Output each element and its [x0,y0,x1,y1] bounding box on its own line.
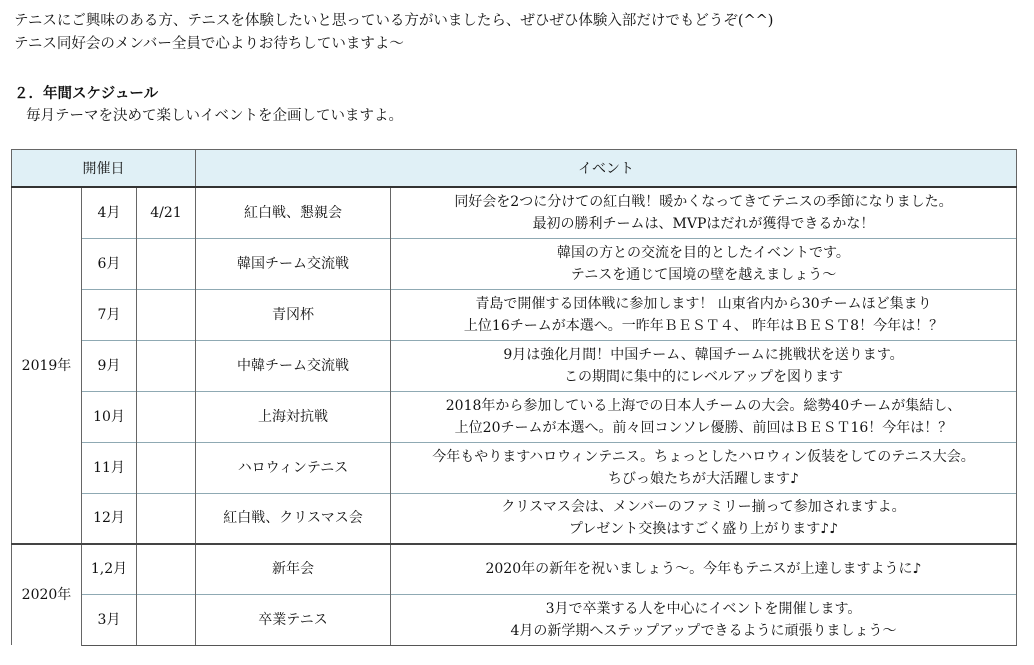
description-line: ちびっ娘たちが大活躍します♪ [608,470,799,487]
event-name-cell: 中韓チーム交流戦 [196,340,391,391]
month-cell: 3月 [82,594,137,645]
table-row [12,289,1017,340]
intro-line-1: テニスにご興味のある方、テニスを体験したいと思っている方がいましたら、ぜひぜひ体験入部だけでもどうぞ(^^) [14,13,774,29]
month-cell: 7月 [82,289,137,340]
event-description-cell [391,391,1017,442]
year-cell: 2019年 [12,187,82,544]
description-line: 同好会を2つに分けての紅白戦！暖かくなってきてテニスの季節になりました。 [454,193,953,210]
description-line: 上位20チームが本選へ。前々回コンソレ優勝、前回はＢＥＳＴ16！今年は！？ [454,419,953,436]
description-line: 韓国の方との交流を目的としたイベントです。 [557,244,850,261]
description-line: 9月は強化月間！中国チーム、韓国チームに挑戦状を送ります。 [503,346,904,363]
day-cell [137,340,196,391]
table-header-row [12,150,1017,188]
table-row [12,493,1017,544]
day-cell [137,238,196,289]
day-cell: 4/21 [137,187,196,238]
event-name-cell: 紅白戦、懇親会 [196,187,391,238]
intro-text [14,10,773,56]
month-cell: 4月 [82,187,137,238]
table-row [12,594,1017,645]
description-line: 最初の勝利チームは、MVPはだれが獲得できるかな！ [532,215,875,232]
schedule-table [11,149,1017,646]
event-description-cell [391,594,1017,645]
month-cell: 10月 [82,391,137,442]
table-row [12,442,1017,493]
day-cell [137,594,196,645]
day-cell [137,442,196,493]
month-cell: 1,2月 [82,544,137,594]
section-heading: ２．年間スケジュール [14,86,159,102]
section-subtitle: 毎月テーマを決めて楽しいイベントを企画していますよ。 [26,108,403,124]
event-description-cell [391,289,1017,340]
event-name-cell: 韓国チーム交流戦 [196,238,391,289]
description-line: この期間に集中的にレベルアップを図ります [563,368,844,385]
event-description-cell [391,238,1017,289]
event-name-cell: ハロウィンテニス [196,442,391,493]
month-cell: 6月 [82,238,137,289]
table-row [12,187,1017,238]
event-name-cell: 上海対抗戦 [196,391,391,442]
year-cell: 2020年 [12,544,82,645]
description-line: テニスを通じて国境の壁を越えましょう～ [570,266,837,283]
table-row [12,391,1017,442]
table-row [12,544,1017,594]
event-name-cell: 紅白戦、クリスマス会 [196,493,391,544]
day-cell [137,391,196,442]
day-cell [137,289,196,340]
description-line: 4月の新学期へステップアップできるように頑張りましょう～ [510,622,897,639]
day-cell [137,493,196,544]
month-cell: 11月 [82,442,137,493]
description-line: 2020年の新年を祝いましょう～。今年もテニスが上達しますように♪ [485,561,922,578]
description-line: プレゼント交換はすごく盛り上がります♪♪ [568,521,839,538]
description-line: クリスマス会は、メンバーのファミリー揃って参加されますよ。 [501,499,906,516]
header-date: 開催日 [12,150,196,188]
description-line: 2018年から参加している上海での日本人チームの大会。総勢40チームが集結し、 [445,397,962,414]
header-event: イベント [196,150,1017,188]
event-name-cell: 新年会 [196,544,391,594]
event-description-cell [391,442,1017,493]
intro-line-2: テニス同好会のメンバー全員で心よりお待ちしていますよ～ [14,36,404,52]
event-name-cell: 卒業テニス [196,594,391,645]
event-description-cell [391,493,1017,544]
month-cell: 9月 [82,340,137,391]
description-line: 3月で卒業する人を中心にイベントを開催します。 [545,600,862,617]
event-description-cell [391,544,1017,594]
day-cell [137,544,196,594]
event-name-cell: 青冈杯 [196,289,391,340]
event-description-cell [391,340,1017,391]
description-line: 青島で開催する団体戦に参加します！ 山東省内から30チームほど集まり [475,295,932,312]
month-cell: 12月 [82,493,137,544]
table-row [12,340,1017,391]
table-row [12,238,1017,289]
description-line: 上位16チームが本選へ。一昨年ＢＥＳＴ４、 昨年はＢＥＳＴ8！今年は！？ [463,317,944,334]
description-line: 今年もやりますハロウィンテニス。ちょっとしたハロウィン仮装をしてのテニス大会。 [432,448,975,465]
event-description-cell [391,187,1017,238]
